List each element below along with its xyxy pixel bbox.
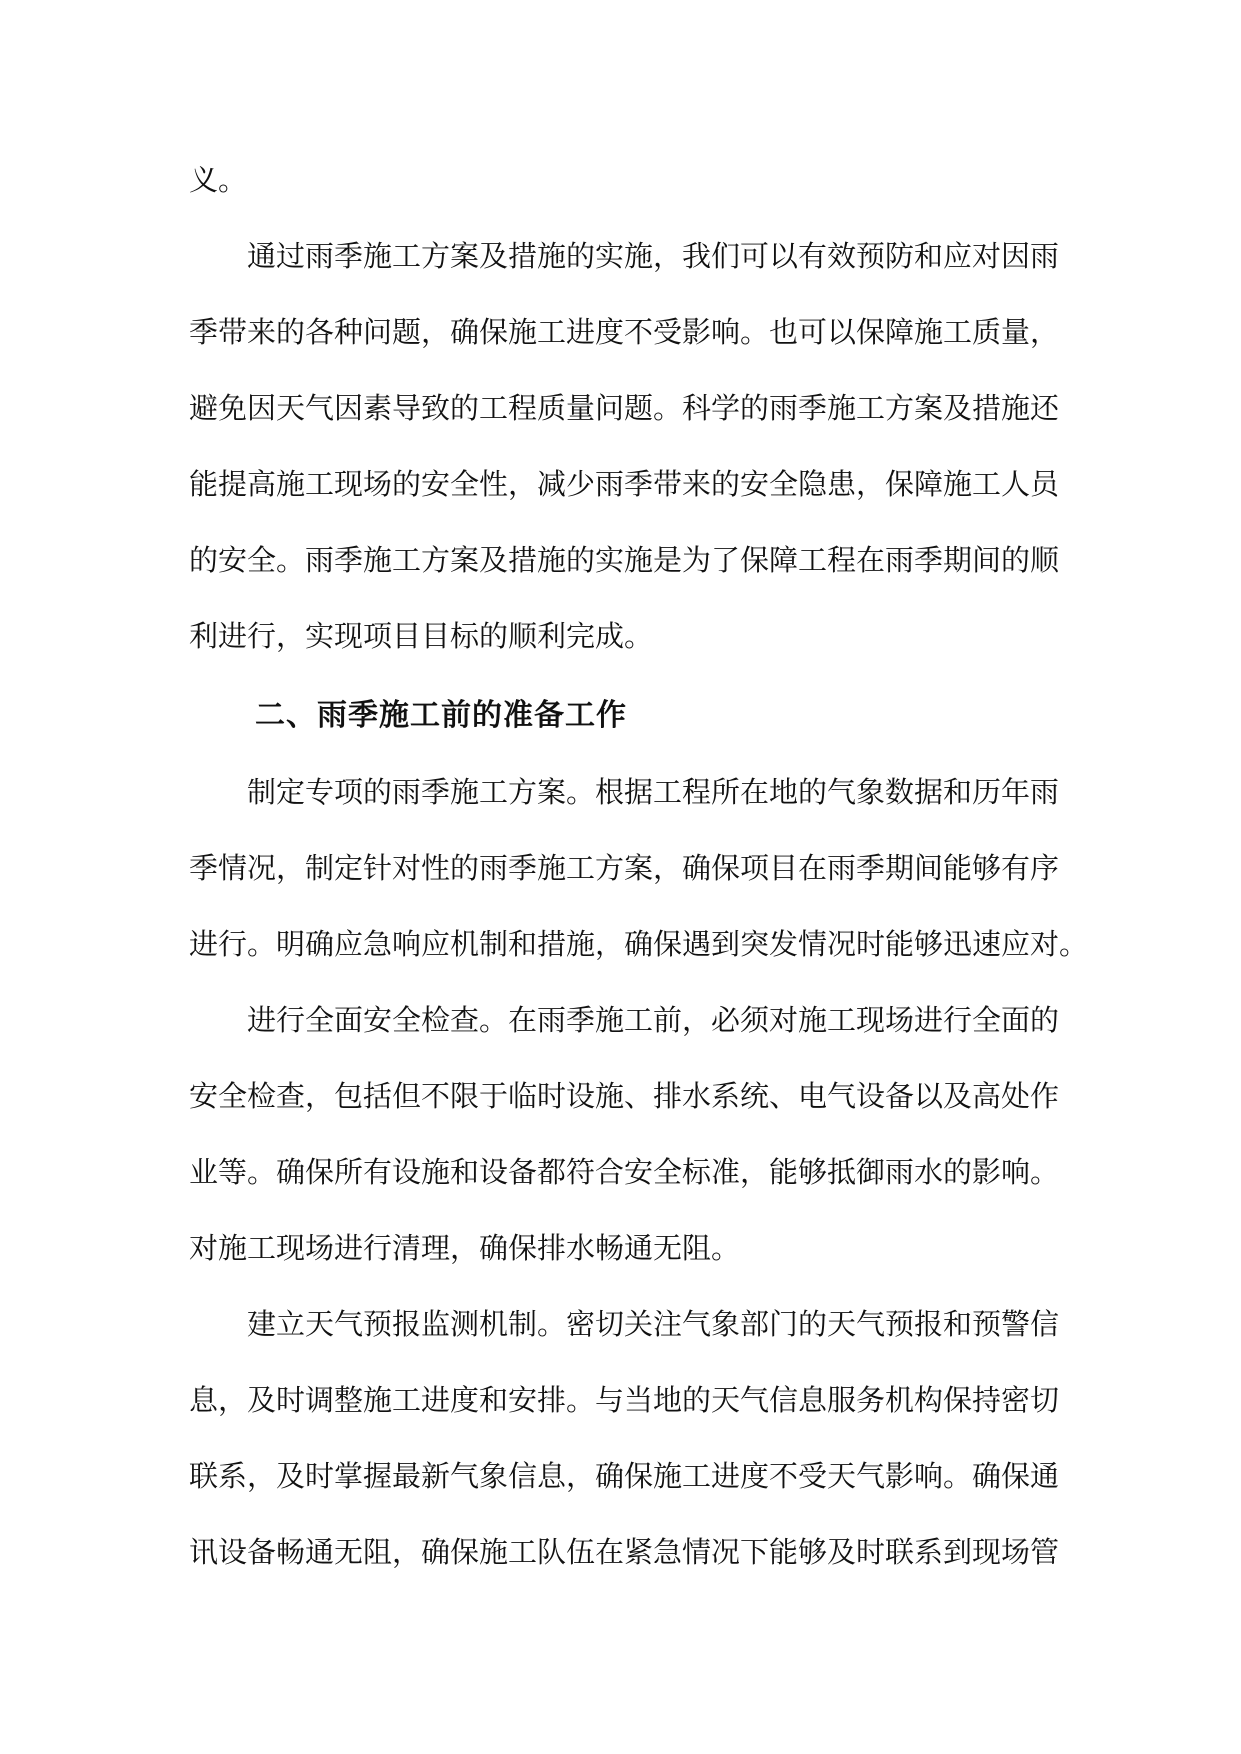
paragraph-intro: [189, 218, 1060, 674]
text-line: 进行全面安全检查。在雨季施工前，必须对施工现场进行全面的: [247, 1003, 1060, 1037]
text-line: 安全检查，包括但不限于临时设施、排水系统、电气设备以及高处作: [189, 1079, 1060, 1113]
text-line: 义。: [189, 163, 248, 197]
text-line: 避免因天气因素导致的工程质量问题。科学的雨季施工方案及措施还: [189, 391, 1060, 425]
text-line: 建立天气预报监测机制。密切关注气象部门的天气预报和预警信: [247, 1307, 1060, 1341]
text-line: 业等。确保所有设施和设备都符合安全标准，能够抵御雨水的影响。: [189, 1155, 1060, 1189]
paragraph-fragment: [189, 142, 1055, 218]
text-line: 季情况，制定针对性的雨季施工方案，确保项目在雨季期间能够有序: [189, 851, 1060, 885]
paragraph-weather-monitoring: [189, 1286, 1060, 1590]
text-line: 进行。明确应急响应机制和措施，确保遇到突发情况时能够迅速应对。: [189, 927, 1089, 961]
text-line: 制定专项的雨季施工方案。根据工程所在地的气象数据和历年雨: [247, 775, 1060, 809]
text-line: 对施工现场进行清理，确保排水畅通无阻。: [189, 1231, 741, 1265]
text-line: 的安全。雨季施工方案及措施的实施是为了保障工程在雨季期间的顺: [189, 543, 1060, 577]
paragraph-plan: [189, 754, 1089, 982]
text-line: 能提高施工现场的安全性，减少雨季带来的安全隐患，保障施工人员: [189, 467, 1060, 501]
text-line: 讯设备畅通无阻，确保施工队伍在紧急情况下能够及时联系到现场管: [189, 1535, 1060, 1569]
document-body: [189, 142, 1089, 1590]
text-line: 息，及时调整施工进度和安排。与当地的天气信息服务机构保持密切: [189, 1383, 1060, 1417]
paragraph-safety-check: [189, 982, 1060, 1286]
text-line: 通过雨季施工方案及措施的实施，我们可以有效预防和应对因雨: [247, 239, 1060, 273]
text-line: 季带来的各种问题，确保施工进度不受影响。也可以保障施工质量，: [189, 315, 1060, 349]
section-heading: 二、雨季施工前的准备工作: [255, 698, 627, 733]
text-line: 利进行，实现项目目标的顺利完成。: [189, 619, 654, 653]
text-line: 联系，及时掌握最新气象信息，确保施工进度不受天气影响。确保通: [189, 1459, 1060, 1493]
